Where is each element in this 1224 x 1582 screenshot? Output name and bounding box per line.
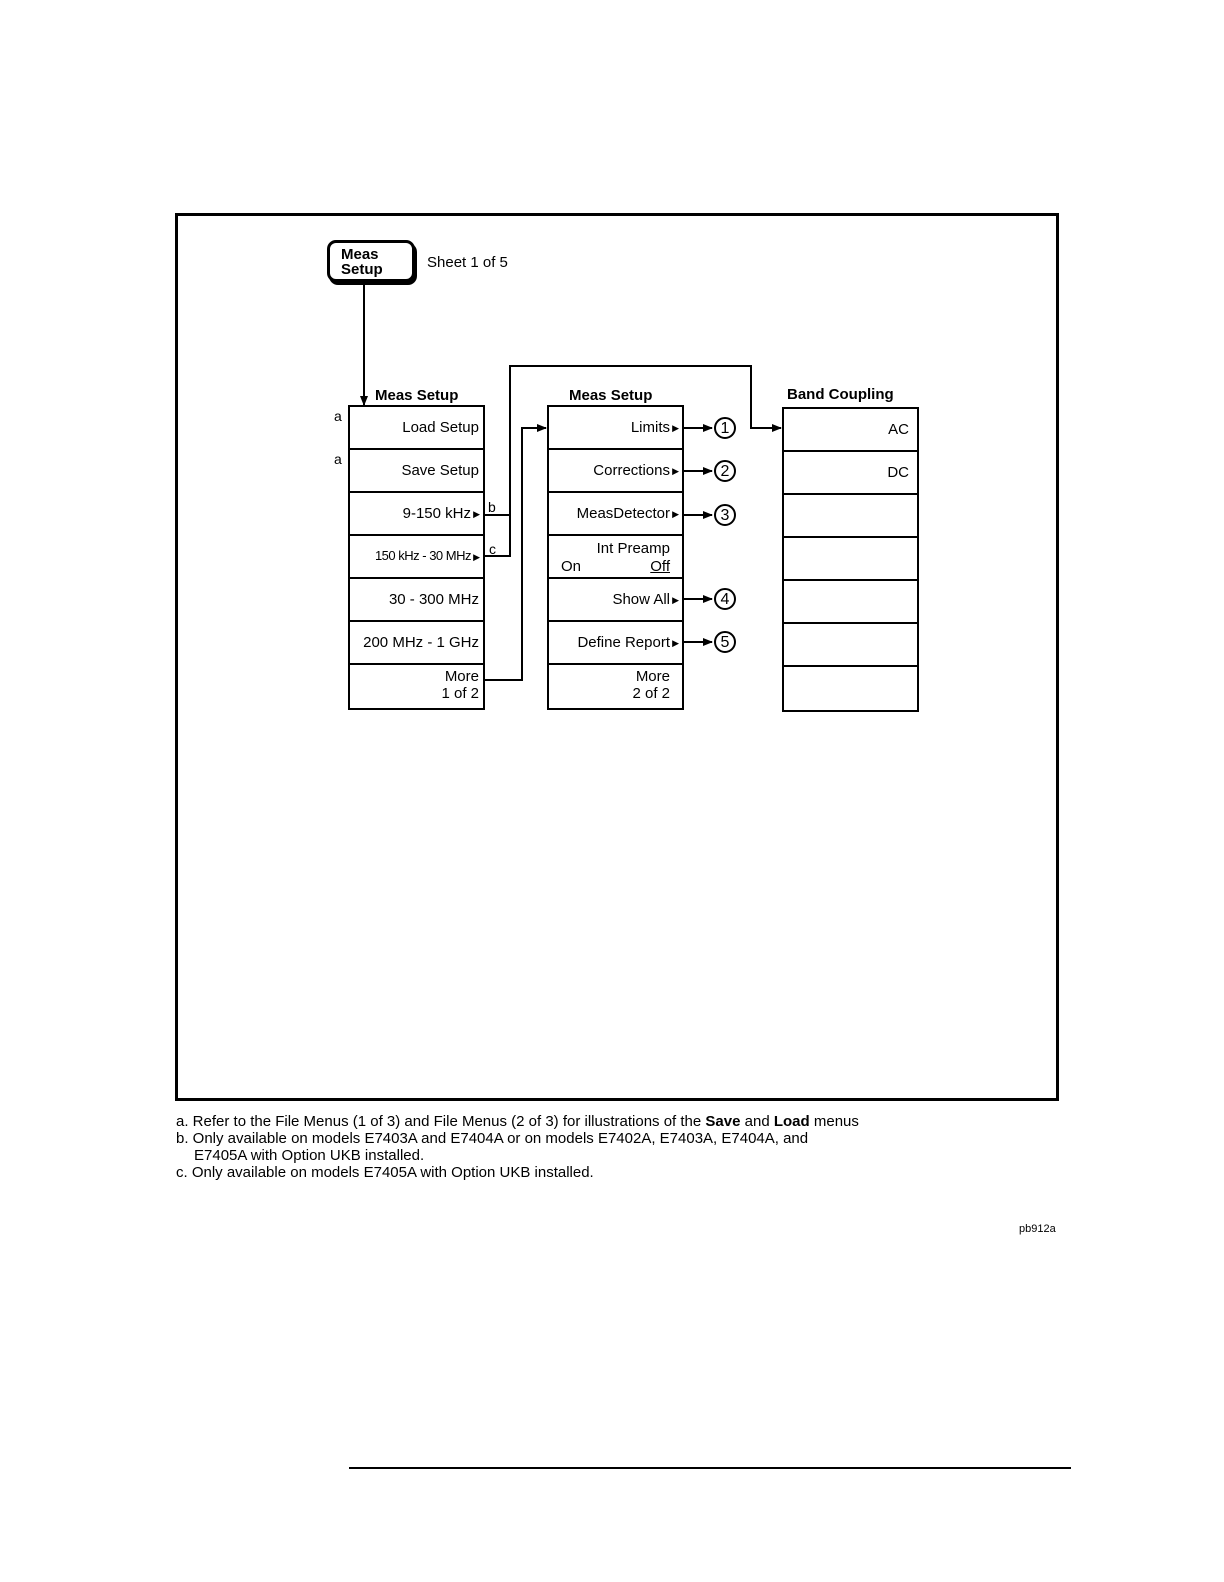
menu2-title: Meas Setup xyxy=(569,387,653,404)
softkey-measdetector-label: MeasDetector xyxy=(576,505,670,522)
footnotes xyxy=(176,1113,859,1181)
softkey-dc[interactable] xyxy=(784,452,917,495)
footnote-mark-c: c xyxy=(489,541,496,557)
submenu-triangle-icon: ▶ xyxy=(672,466,679,476)
softkey-corrections[interactable] xyxy=(549,450,682,493)
footnote-b-line2: E7405A with Option UKB installed. xyxy=(194,1147,425,1164)
callout-2-icon: 2 xyxy=(714,460,736,482)
softkey-load-setup-label: Load Setup xyxy=(402,419,479,436)
softkey-blank[interactable] xyxy=(784,624,917,667)
softkey-limits[interactable] xyxy=(549,407,682,450)
menu1-softkeys xyxy=(348,405,485,710)
softkey-more-page: 2 of 2 xyxy=(632,685,670,702)
meas-setup-hardkey[interactable] xyxy=(327,240,415,282)
footnote-a-and: and xyxy=(740,1113,774,1130)
submenu-triangle-icon: ▶ xyxy=(672,595,679,605)
softkey-ac[interactable] xyxy=(784,409,917,452)
softkey-200mhz-1ghz[interactable] xyxy=(350,622,483,665)
int-preamp-off: Off xyxy=(650,558,670,575)
menu3-title: Band Coupling xyxy=(787,386,894,403)
softkey-blank[interactable] xyxy=(784,667,917,710)
figure-code: pb912a xyxy=(1019,1223,1056,1235)
softkey-more-2-of-2[interactable] xyxy=(549,665,682,708)
menu3-softkeys xyxy=(782,407,919,712)
softkey-blank[interactable] xyxy=(784,581,917,624)
callout-5-icon: 5 xyxy=(714,631,736,653)
footnote-b-line1: b. Only available on models E7403A and E7404A or on models E7402A, E7403A, E7404A, and xyxy=(176,1130,809,1147)
callout-4-icon: 4 xyxy=(714,588,736,610)
softkey-corrections-label: Corrections xyxy=(593,462,670,479)
submenu-triangle-icon: ▶ xyxy=(672,638,679,648)
callout-3-icon: 3 xyxy=(714,504,736,526)
softkey-ac-label: AC xyxy=(888,421,909,438)
softkey-save-setup-label: Save Setup xyxy=(401,462,479,479)
submenu-triangle-icon: ▶ xyxy=(672,509,679,519)
softkey-blank[interactable] xyxy=(784,495,917,538)
int-preamp-on: On xyxy=(561,558,582,575)
menu1-title: Meas Setup xyxy=(375,387,459,404)
softkey-save-setup[interactable] xyxy=(350,450,483,493)
sheet-label: Sheet 1 of 5 xyxy=(427,254,508,271)
footnote-a-load: Load xyxy=(773,1113,810,1130)
footnote-a-text: a. Refer to the File Menus (1 of 3) and File Menus (2 of 3) for illustrations of the xyxy=(176,1113,706,1130)
hardkey-line1: Meas xyxy=(341,246,379,263)
softkey-30-300-mhz-label: 30 - 300 MHz xyxy=(388,591,479,608)
softkey-show-all[interactable] xyxy=(549,579,682,622)
softkey-9-150-khz-label: 9-150 kHz xyxy=(402,505,471,522)
softkey-more-label: More xyxy=(444,668,479,685)
footnote-a xyxy=(176,1113,859,1130)
softkey-define-report-label: Define Report xyxy=(577,634,670,651)
softkey-int-preamp[interactable] xyxy=(549,536,682,579)
softkey-load-setup[interactable] xyxy=(350,407,483,450)
softkey-limits-label: Limits xyxy=(630,419,670,436)
footnote-mark-save: a xyxy=(334,451,342,467)
footnote-mark-load: a xyxy=(334,408,342,424)
footnote-a-end: menus xyxy=(809,1113,859,1130)
submenu-triangle-icon: ▶ xyxy=(672,423,679,433)
softkey-show-all-label: Show All xyxy=(612,591,670,608)
softkey-dc-label: DC xyxy=(887,464,909,481)
softkey-blank[interactable] xyxy=(784,538,917,581)
softkey-measdetector[interactable] xyxy=(549,493,682,536)
callout-1-icon: 1 xyxy=(714,417,736,439)
softkey-150khz-30mhz-label: 150 kHz - 30 MHz xyxy=(374,548,471,563)
softkey-more-1-of-2[interactable] xyxy=(350,665,483,708)
hardkey-line2: Setup xyxy=(341,261,383,278)
softkey-150khz-30mhz[interactable] xyxy=(350,536,483,579)
footnote-mark-b: b xyxy=(488,499,496,515)
softkey-200mhz-1ghz-label: 200 MHz - 1 GHz xyxy=(363,634,479,651)
submenu-triangle-icon: ▶ xyxy=(473,509,480,519)
softkey-more-page: 1 of 2 xyxy=(441,685,479,702)
softkey-more-label: More xyxy=(635,668,670,685)
footnote-c: c. Only available on models E7405A with Option UKB installed. xyxy=(176,1164,594,1181)
menu2-softkeys xyxy=(547,405,684,710)
softkey-30-300-mhz[interactable] xyxy=(350,579,483,622)
footer-rule xyxy=(349,1467,1071,1469)
submenu-triangle-icon: ▶ xyxy=(473,552,480,562)
footnote-a-save: Save xyxy=(705,1113,741,1130)
softkey-9-150-khz[interactable] xyxy=(350,493,483,536)
softkey-define-report[interactable] xyxy=(549,622,682,665)
softkey-int-preamp-label: Int Preamp xyxy=(596,540,670,557)
